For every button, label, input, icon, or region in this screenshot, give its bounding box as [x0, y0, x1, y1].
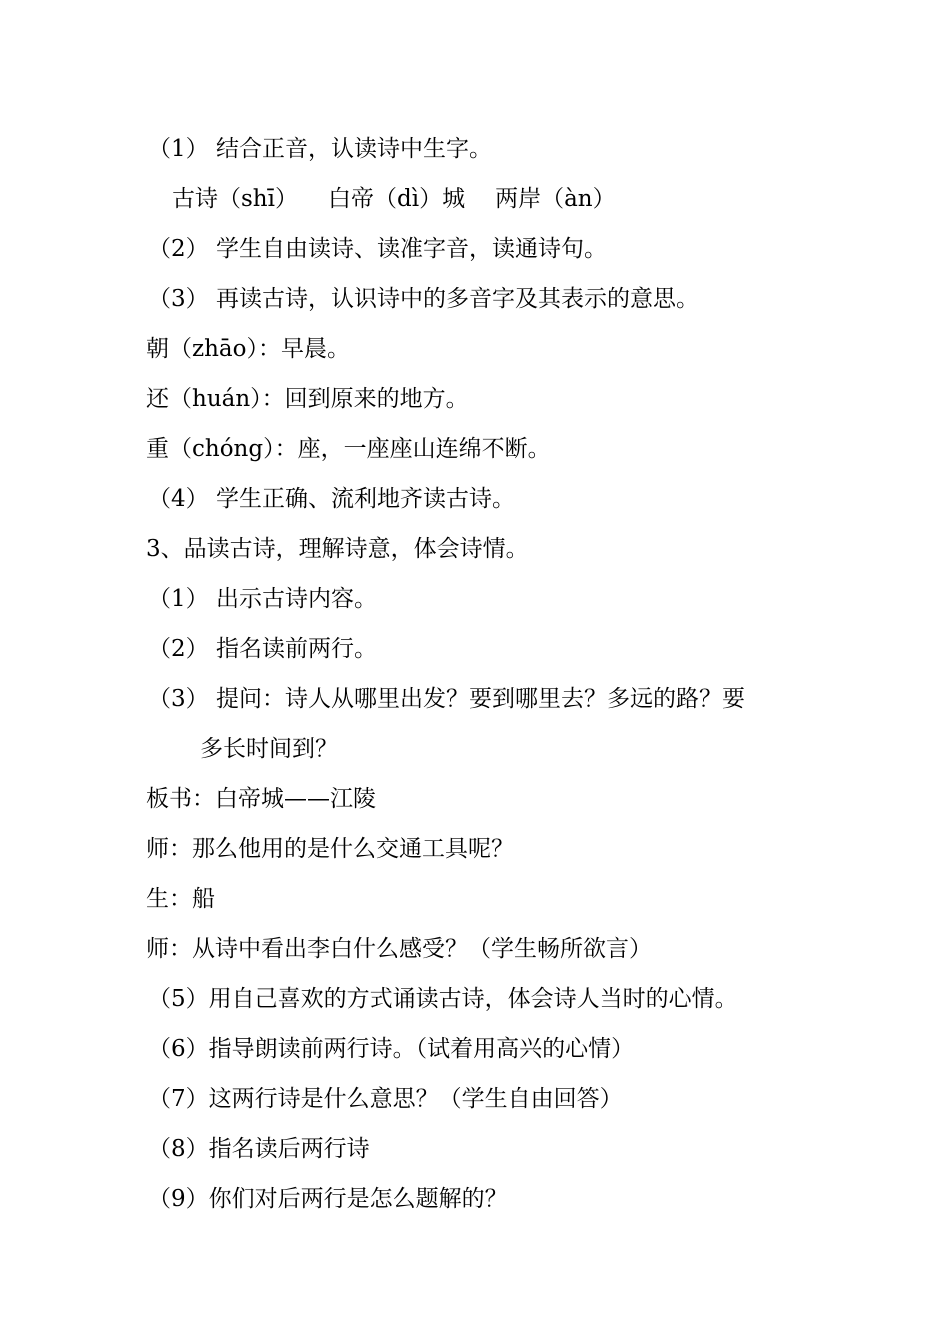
pinyin-example-baidicheng: 白帝（dì）城 — [327, 186, 466, 212]
teacher-question-feeling: 师：从诗中看出李白什么感受？（学生畅所欲言） — [146, 936, 652, 962]
step-3-line: （3） 再读古诗，认识诗中的多音字及其表示的意思。 — [148, 286, 699, 312]
section-3-heading: 3、品读古诗，理解诗意，体会诗情。 — [146, 536, 529, 562]
pinyin-example-liangan: 两岸（àn） — [495, 186, 616, 212]
polyphone-chong-line: 重（chóng）：座，一座座山连绵不断。 — [146, 436, 551, 462]
sub-step-7-line: （7）这两行诗是什么意思？（学生自由回答） — [148, 1086, 623, 1112]
step-1-line: （1） 结合正音，认读诗中生字。 — [148, 136, 492, 162]
pinyin-example-gushi: 古诗（shī） — [172, 186, 298, 212]
sub-step-3-continuation: 多长时间到？ — [200, 736, 338, 762]
teacher-question-transport: 师：那么他用的是什么交通工具呢？ — [146, 836, 514, 862]
pinyin-examples-line — [0, 174, 950, 224]
sub-step-1-line: （1） 出示古诗内容。 — [148, 586, 377, 612]
sub-step-2-line: （2） 指名读前两行。 — [148, 636, 377, 662]
sub-step-6-line: （6）指导朗读前两行诗。（试着用高兴的心情） — [148, 1036, 635, 1062]
student-answer-boat: 生：船 — [146, 886, 215, 912]
sub-step-3-line: （3） 提问：诗人从哪里出发？要到哪里去？多远的路？要 — [148, 686, 745, 712]
polyphone-huan-line: 还（huán）：回到原来的地方。 — [146, 386, 469, 412]
document-body — [0, 124, 950, 1224]
polyphone-zhao-line: 朝（zhāo）：早晨。 — [146, 336, 350, 362]
step-2-line: （2） 学生自由读诗、读准字音，读通诗句。 — [148, 236, 607, 262]
sub-step-5-line: （5）用自己喜欢的方式诵读古诗，体会诗人当时的心情。 — [148, 986, 738, 1012]
blackboard-line: 板书：白帝城——江陵 — [146, 786, 376, 812]
sub-step-9-line: （9）你们对后两行是怎么题解的？ — [148, 1186, 508, 1212]
step-4-line: （4） 学生正确、流利地齐读古诗。 — [148, 486, 515, 512]
sub-step-8-line: （8）指名读后两行诗 — [148, 1136, 370, 1162]
